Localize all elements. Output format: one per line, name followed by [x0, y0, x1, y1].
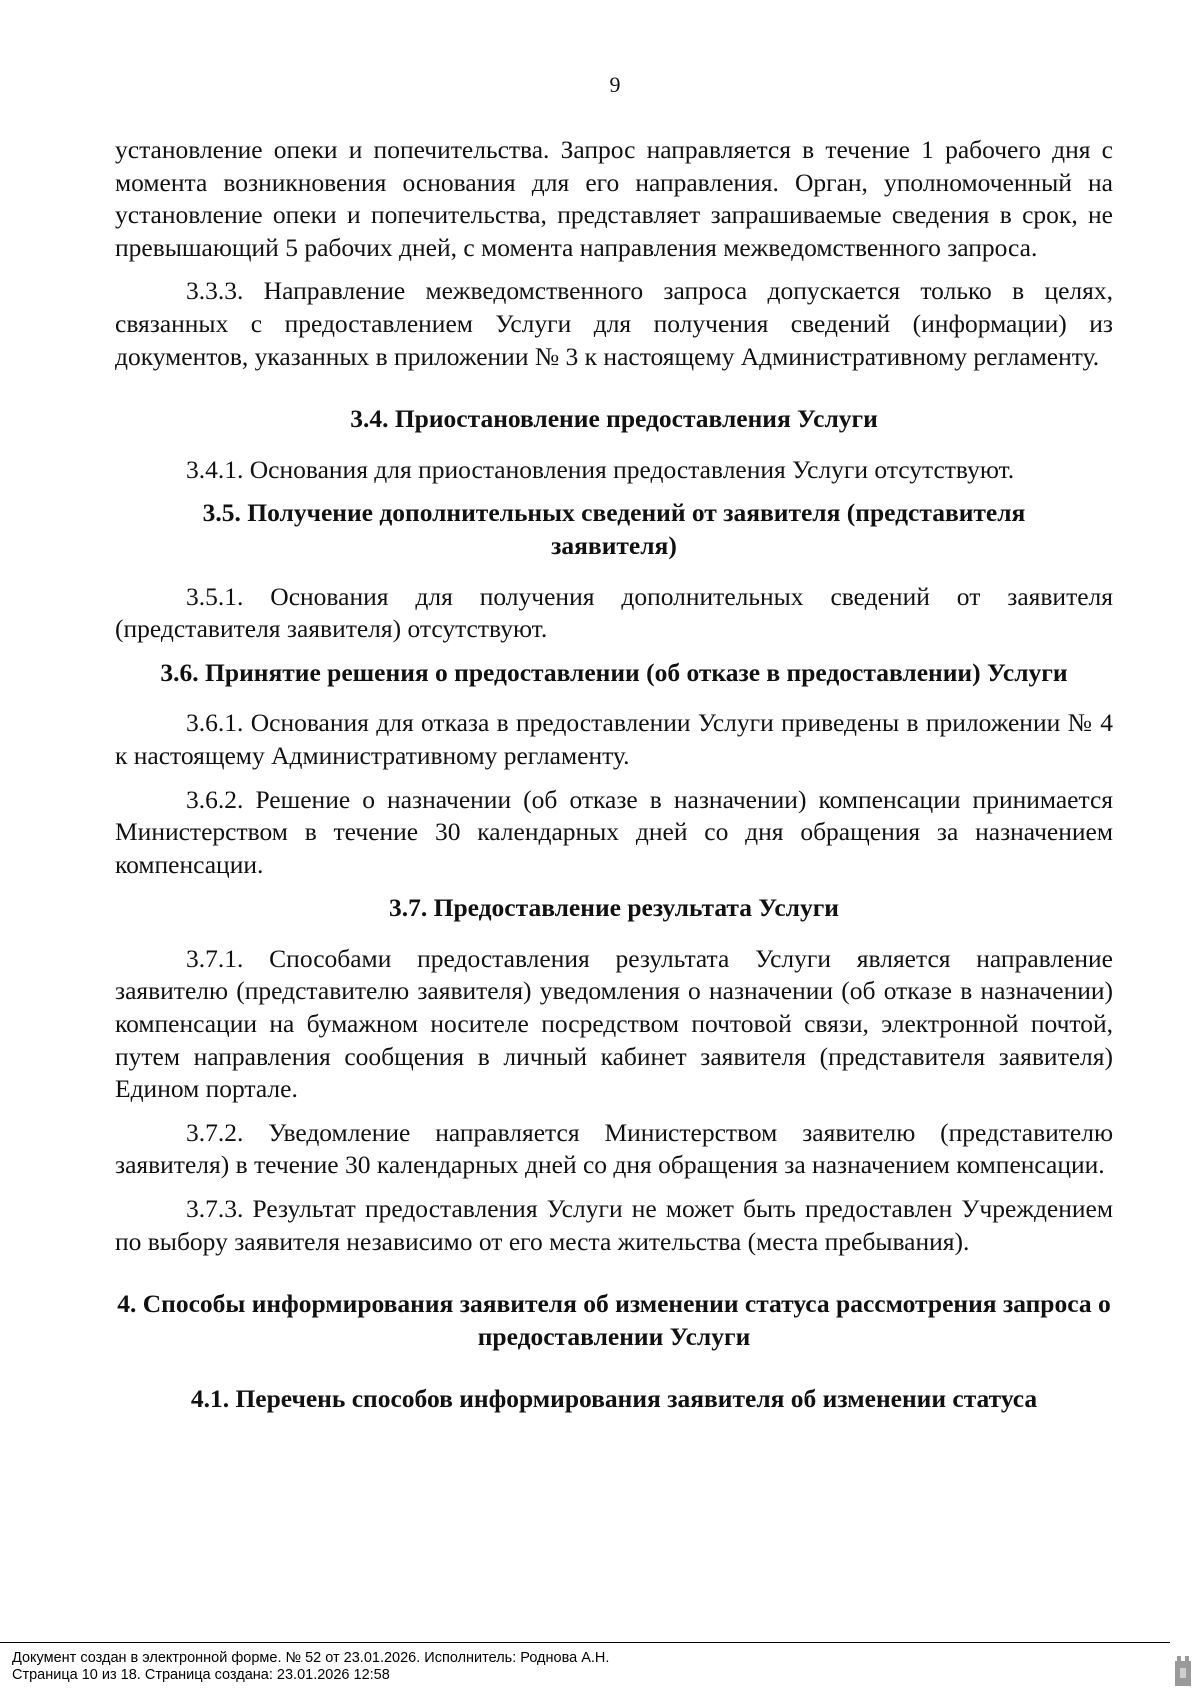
paragraph-3-7-3: 3.7.3. Результат предоставления Услуги не может быть предоставлен Учреждением по выбору заявителя независимо от его места жительства (места пребывания). — [115, 1194, 1113, 1256]
paragraph-3-3-3: 3.3.3. Направление межведомственного запроса допускается только в целях, связанных с предоставлением Услуги для получения сведений (информации) из документов, указанных в приложении № 3 к настоящему Административному регламенту. — [115, 276, 1113, 371]
page-number: 9 — [609, 72, 621, 97]
paragraph-3-4-1: 3.4.1. Основания для приостановления предоставления Услуги отсутствуют. — [186, 454, 1015, 484]
heading-3-6: 3.6. Принятие решения о предоставлении (об отказе в предоставлении) Услуги — [160, 657, 1068, 687]
footer-line-1: Документ создан в электронной форме. № 52 от 23.01.2026. Исполнитель: Роднова А.Н. — [12, 1650, 610, 1666]
paragraph-3-5-1: 3.5.1. Основания для получения дополнительных сведений от заявителя (представителя заявителя) отсутствуют. — [115, 581, 1113, 644]
paragraph-intro: установление опеки и попечительства. Запрос направляется в течение 1 рабочего дня с момента возникновения основания для его направления. Орган, уполномоченный на установление опеки и попечительства, представляет запрашиваемые сведения в срок, не превышающий 5 рабочих дней, с момента направления межведомственного запроса. — [115, 135, 1113, 262]
document-body — [115, 134, 1113, 1434]
paragraph-3-7-2: 3.7.2. Уведомление направляется Министерством заявителю (представителю заявителя) в течение 30 календарных дней со дня обращения за назначением компенсации. — [115, 1117, 1113, 1180]
footer-line-2: Страница 10 из 18. Страница создана: 23.01.2026 12:58 — [12, 1667, 390, 1683]
paragraph-3-6-1: 3.6.1. Основания для отказа в предоставлении Услуги приведены в приложении № 4 к настоящему Административному регламенту. — [115, 708, 1113, 770]
footer-divider — [0, 1642, 1170, 1643]
heading-3-4: 3.4. Приостановление предоставления Услуги — [350, 404, 878, 434]
document-footer — [12, 1650, 609, 1684]
heading-4: 4. Способы информирования заявителя об изменении статуса рассмотрения запроса о предоставлении Услуги — [117, 1289, 1111, 1351]
heading-3-7: 3.7. Предоставление результата Услуги — [389, 893, 839, 923]
paragraph-3-7-1: 3.7.1. Способами предоставления результата Услуги является направление заявителю (представителю заявителя) уведомления о назначении (об отказе в назначении) компенсации на бумажном носителе посредством почтовой связи, электронной почтой, путем направления сообщения в личный кабинет заявителя (представителя заявителя) Едином портале. — [115, 943, 1113, 1104]
emblem-icon — [1172, 1654, 1194, 1688]
heading-4-1: 4.1. Перечень способов информирования заявителя об изменении статуса — [190, 1384, 1038, 1414]
heading-3-5: 3.5. Получение дополнительных сведений от заявителя (представителя заявителя) — [202, 498, 1026, 560]
paragraph-3-6-2: 3.6.2. Решение о назначении (об отказе в назначении) компенсации принимается Министерством в течение 30 календарных дней со дня обращения за назначением компенсации. — [115, 784, 1113, 879]
